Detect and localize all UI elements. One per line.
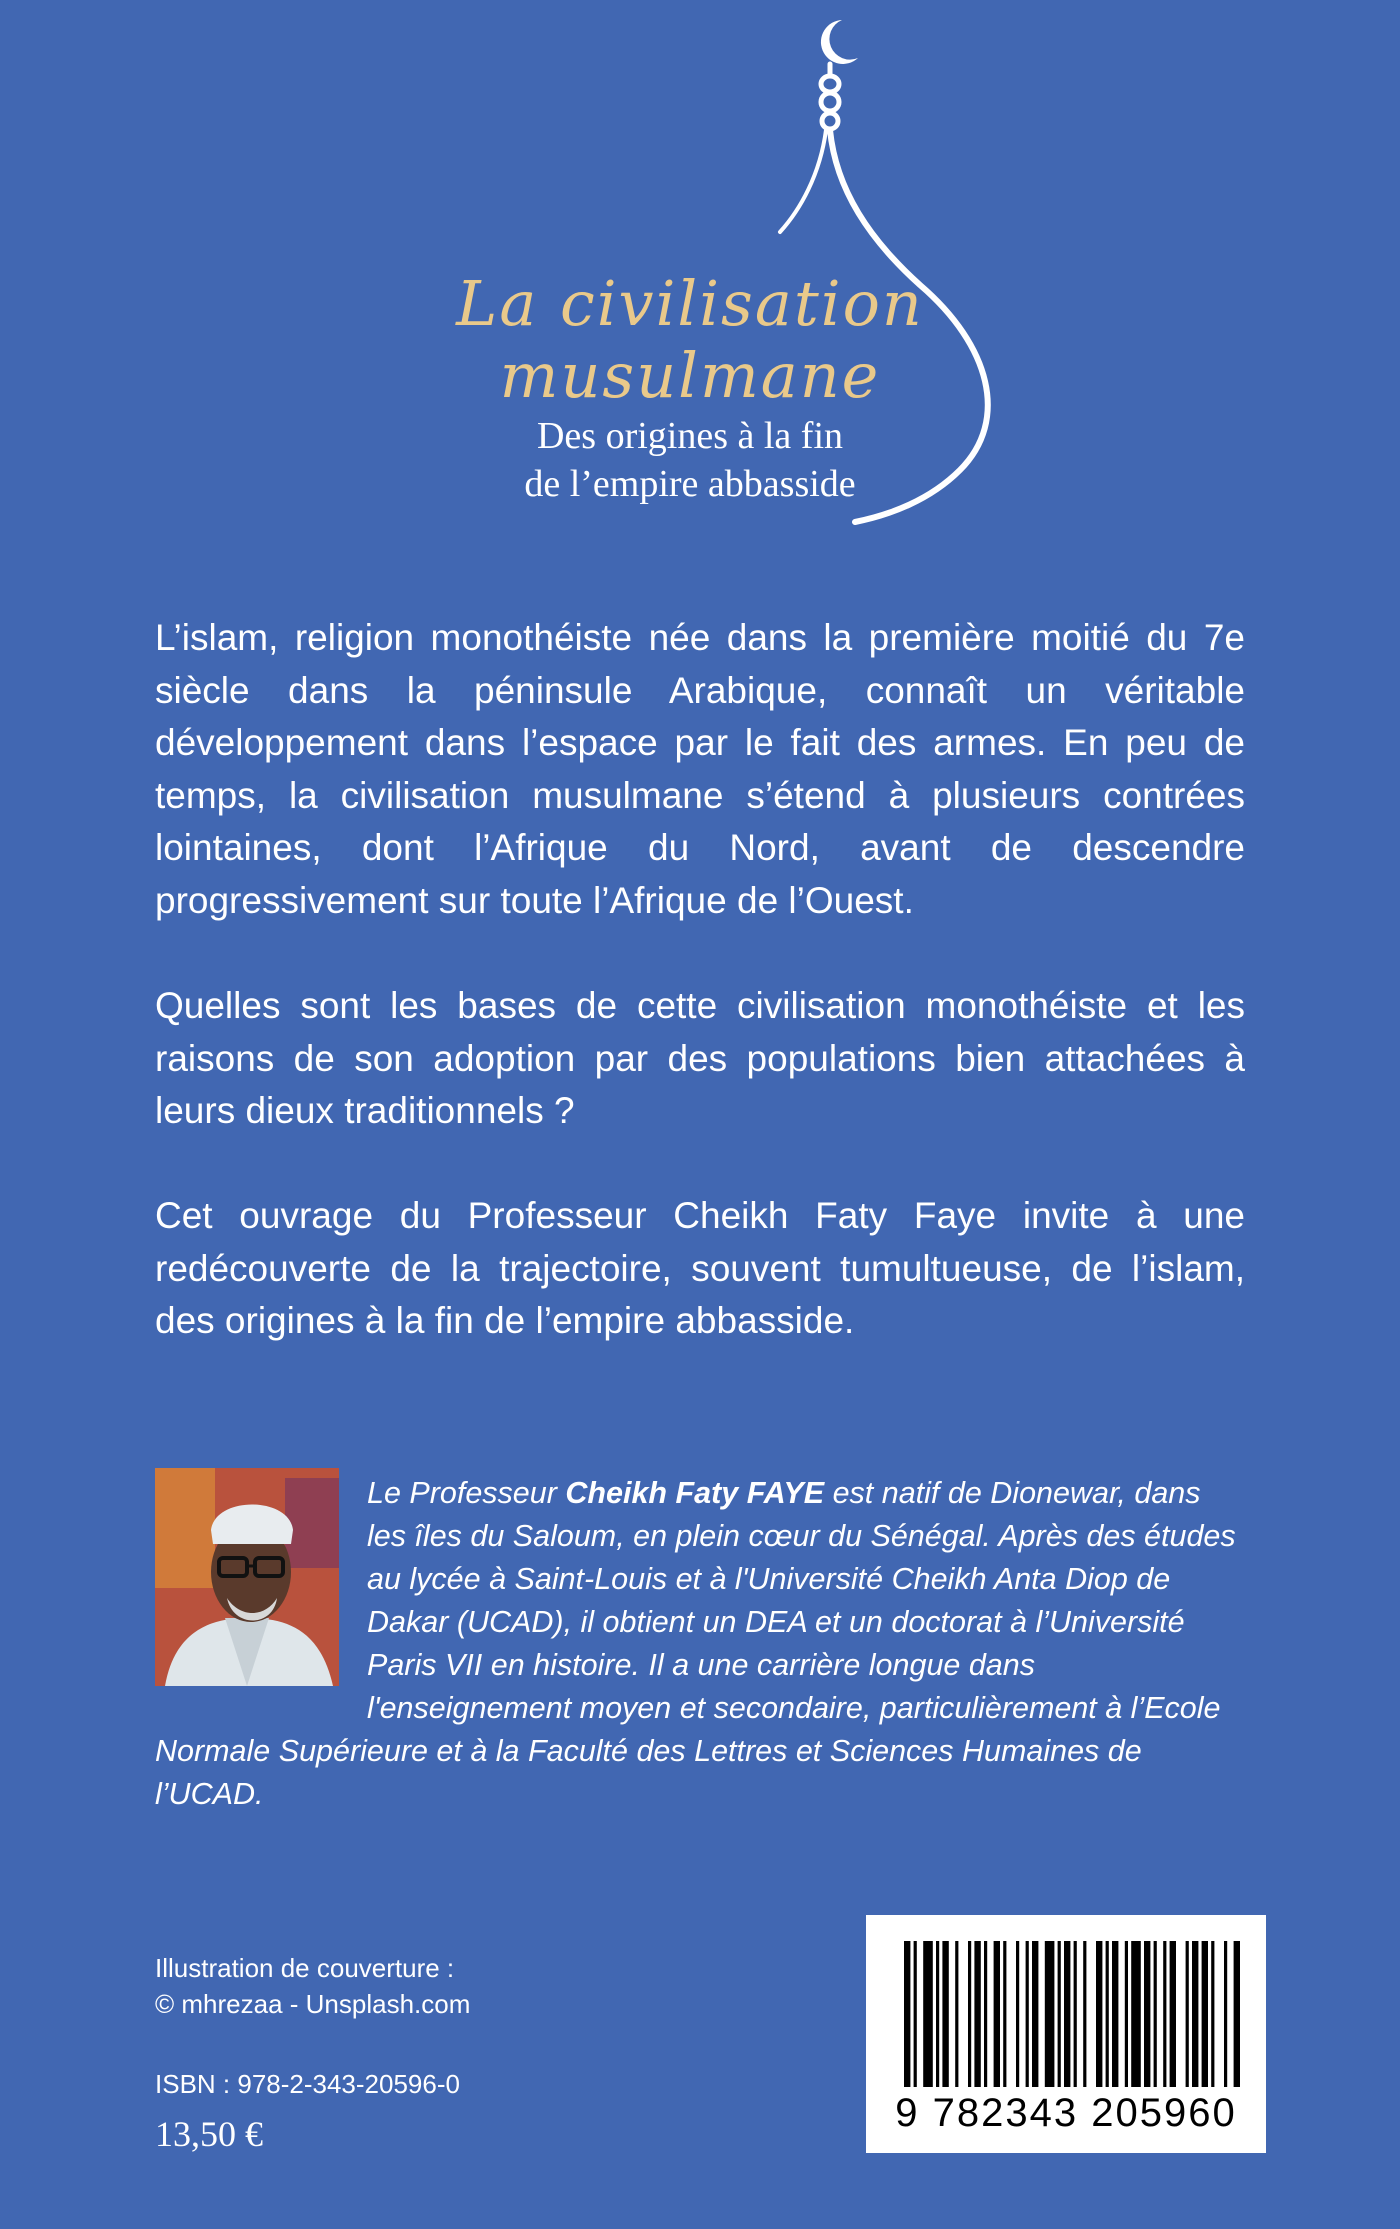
- title-line-1: La civilisation: [456, 267, 924, 340]
- subtitle-line-2: de l’empire abbasside: [524, 463, 856, 505]
- bio-prefix: Le Professeur: [367, 1476, 566, 1510]
- barcode-digits: 9 782343 205960: [895, 2091, 1237, 2135]
- author-bio: [155, 1472, 1245, 1816]
- credits-line-2: © mhrezaa - Unsplash.com: [155, 1989, 471, 2019]
- isbn-text: ISBN : 978-2-343-20596-0: [155, 2069, 460, 2099]
- subtitle-line-1: Des origines à la fin: [536, 415, 844, 457]
- cover-title-block: [430, 268, 950, 508]
- blurb-paragraph-1: L’islam, religion monothéiste née dans la première moitié du 7e siècle dans la péninsule Arabique, connaît un véritable développement dans l’espace par le fait des armes. En peu de temps, la civilisation musulmane s’étend à plusieurs contrées lointaines, dont l’Afrique du Nord, avant de descendre progressivement sur toute l’Afrique de l’Ouest.: [155, 617, 1245, 921]
- bio-rest: est natif de Dionewar, dans les îles du Saloum, en plein cœur du Sénégal. Après des études au lycée à Saint-Louis et à l'Université Cheikh Anta Diop de Dakar (UCAD), il obtient un DEA et un doctorat à l’Université Paris VII en histoire. Il a une carrière longue dans l'enseignement moyen et secondaire, particulièrement à l’Ecole Normale Supérieure et à la Faculté des Lettres et Sciences Humaines de l’UCAD.: [155, 1476, 1236, 1811]
- credits-line-1: Illustration de couverture :: [155, 1953, 455, 1983]
- blurb-paragraph-3: Cet ouvrage du Professeur Cheikh Faty Faye invite à une redécouverte de la trajectoire, souvent tumultueuse, de l’islam, des origines à la fin de l’empire abbasside.: [155, 1195, 1245, 1341]
- author-name: Cheikh Faty FAYE: [565, 1476, 825, 1510]
- barcode: [866, 1915, 1266, 2153]
- price-text: 13,50 €: [155, 2114, 263, 2154]
- blurb-paragraph-2: Quelles sont les bases de cette civilisation monothéiste et les raisons de son adoption par des populations bien attachées à leurs dieux traditionnels ?: [155, 985, 1245, 1131]
- title-line-2: musulmane: [499, 339, 881, 412]
- illustration-credits: [155, 1950, 470, 2022]
